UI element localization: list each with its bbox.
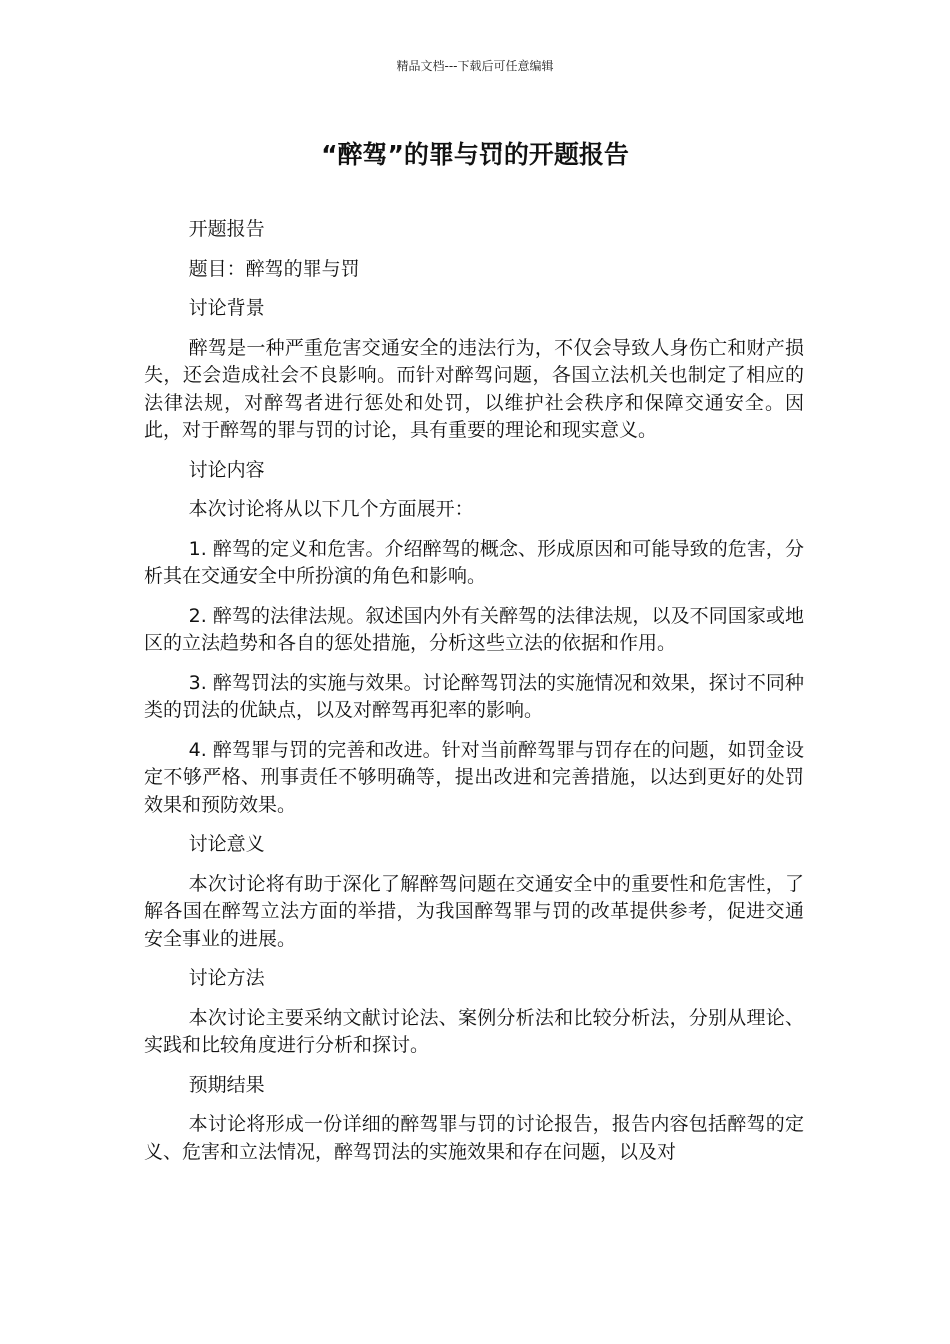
result-paragraph: 本讨论将形成一份详细的醉驾罪与罚的讨论报告，报告内容包括醉驾的定义、危害和立法情况，醉驾罚法的实施效果和存在问题，以及对: [144, 1113, 804, 1163]
content-intro: 本次讨论将从以下几个方面展开：: [188, 498, 474, 520]
background-paragraph: 醉驾是一种严重危害交通安全的违法行为，不仅会导致人身伤亡和财产损失，还会造成社会不良影响。而针对醉驾问题，各国立法机关也制定了相应的法律法规，对醉驾者进行惩处和处罚，以维护社会秩序和保障交通安全。因此，对于醉驾的罪与罚的讨论，具有重要的理论和现实意义。: [144, 336, 804, 441]
content-heading: 讨论内容: [188, 458, 265, 481]
page-header: 精品文档---下载后可任意编辑: [396, 59, 554, 73]
content-item-1: 1. 醉驾的定义和危害。介绍醉驾的概念、形成原因和可能导致的危害，分析其在交通安全中所扮演的角色和影响。: [144, 537, 804, 587]
method-paragraph: 本次讨论主要采纳文献讨论法、案例分析法和比较分析法，分别从理论、实践和比较角度进行分析和探讨。: [144, 1006, 804, 1056]
result-heading: 预期结果: [188, 1073, 265, 1096]
content-item-4: 4. 醉驾罪与罚的完善和改进。针对当前醉驾罪与罚存在的问题，如罚金设定不够严格、刑事责任不够明确等，提出改进和完善措施，以达到更好的处罚效果和预防效果。: [144, 738, 804, 816]
report-label: 开题报告: [188, 218, 265, 240]
content-item-3: 3. 醉驾罚法的实施与效果。讨论醉驾罚法的实施情况和效果，探讨不同种类的罚法的优缺点，以及对醉驾再犯率的影响。: [144, 671, 804, 721]
significance-paragraph: 本次讨论将有助于深化了解醉驾问题在交通安全中的重要性和危害性，了解各国在醉驾立法方面的举措，为我国醉驾罪与罚的改革提供参考，促进交通安全事业的进展。: [144, 872, 804, 950]
significance-heading: 讨论意义: [188, 833, 265, 855]
background-heading: 讨论背景: [188, 297, 265, 319]
method-heading: 讨论方法: [188, 967, 265, 989]
document-title: “醉驾”的罪与罚的开题报告: [321, 140, 629, 169]
document-body: [144, 216, 804, 1178]
content-item-2: 2. 醉驾的法律法规。叙述国内外有关醉驾的法律法规，以及不同国家或地区的立法趋势和各自的惩处措施，分析这些立法的依据和作用。: [144, 604, 804, 654]
topic-line: 题目：醉驾的罪与罚: [188, 257, 360, 280]
